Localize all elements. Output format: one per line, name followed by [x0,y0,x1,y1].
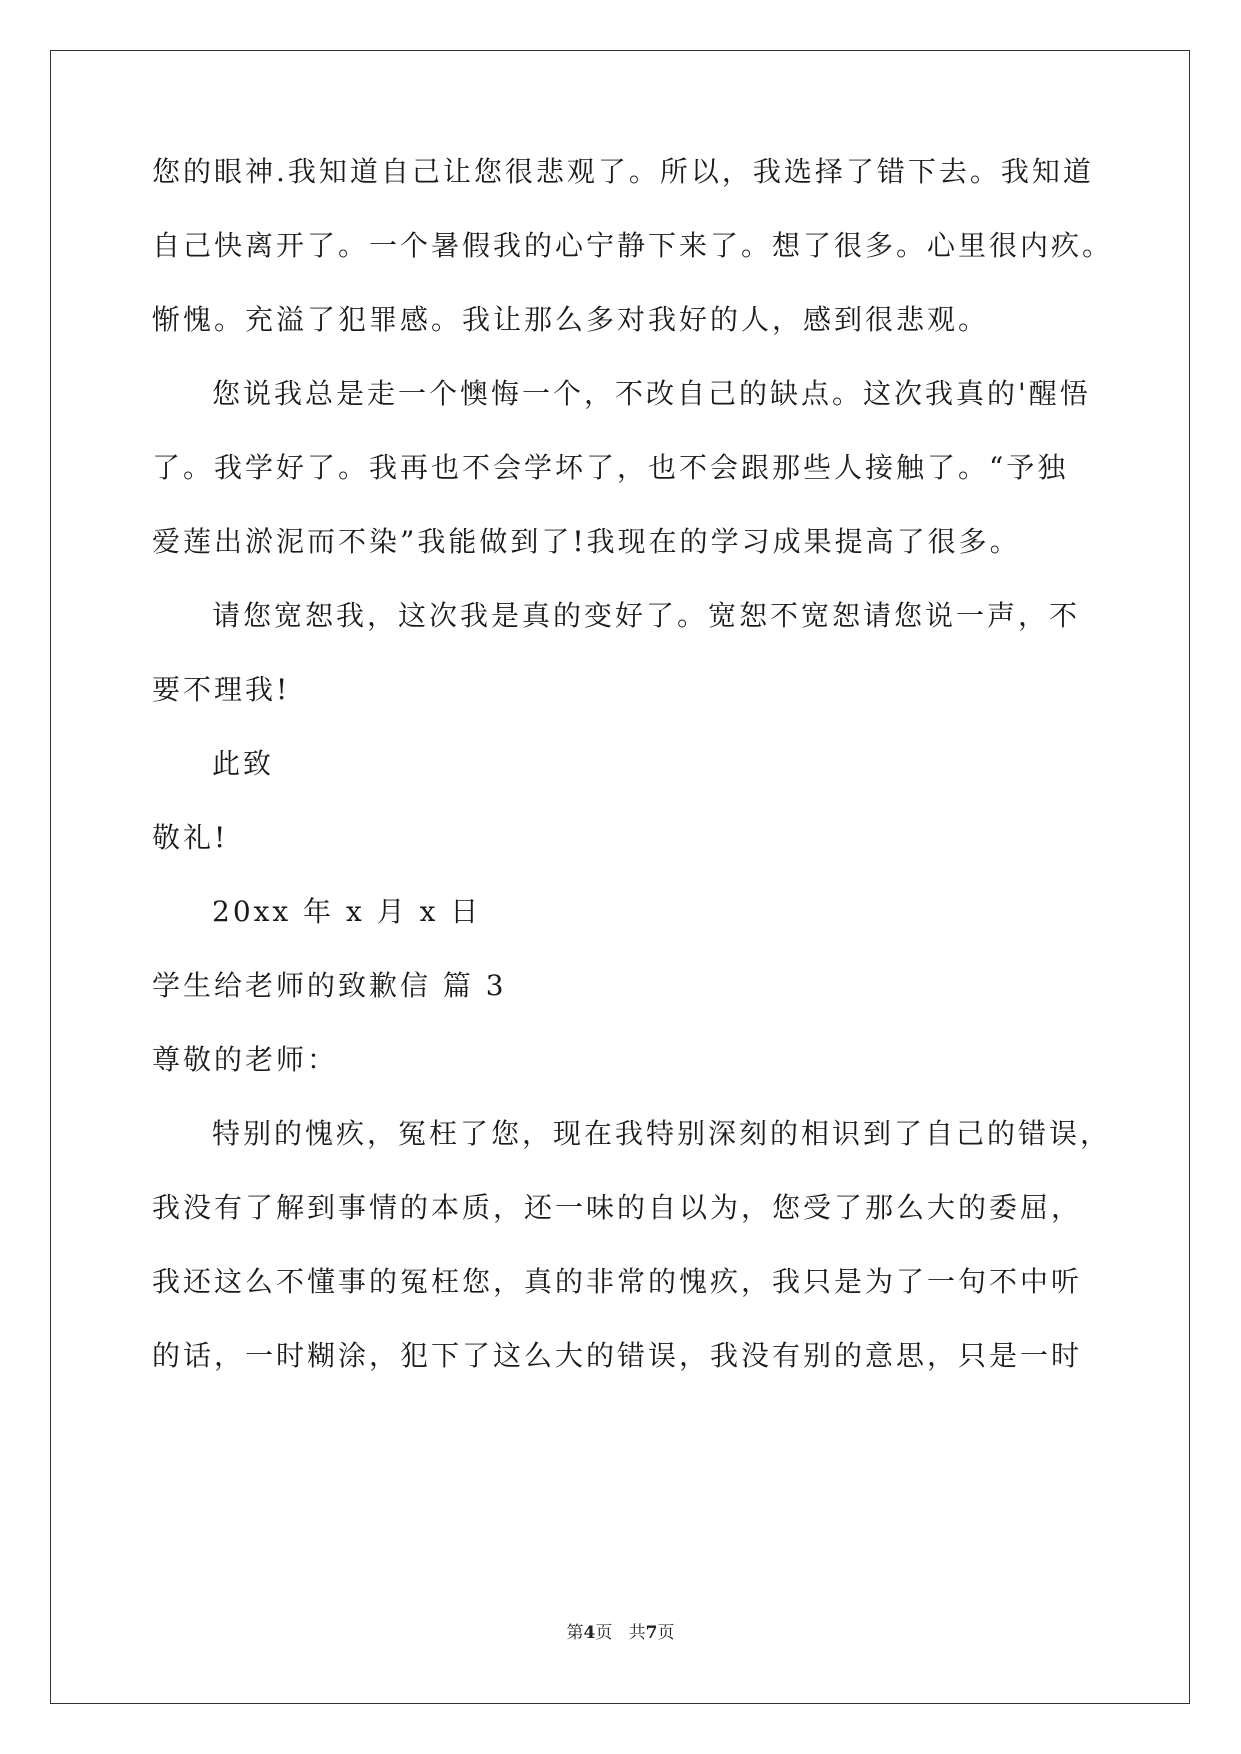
text-line: 了。我学好了。我再也不会学坏了，也不会跟那些人接触了。“予独 [152,451,1069,484]
page-border [50,50,1190,1704]
text-line: 爱莲出淤泥而不染”我能做到了!我现在的学习成果提高了很多。 [152,525,1021,558]
letter-date: 20xx 年 x 月 x 日 [212,895,482,928]
text-line: 您说我总是走一个懊悔一个，不改自己的缺点。这次我真的'醒悟 [212,377,1091,410]
page-footer [0,1618,1241,1643]
footer-prefix: 第 [566,1623,584,1643]
closing-salutation: 此致 [212,747,275,780]
text-line: 请您宽恕我，这次我是真的变好了。宽恕不宽恕请您说一声，不 [212,599,1081,632]
text-line: 您的眼神.我知道自己让您很悲观了。所以，我选择了错下去。我知道 [152,155,1094,188]
footer-suffix: 页 [657,1623,675,1643]
text-line: 要不理我! [152,673,291,706]
text-line: 我还这么不懂事的冤枉您，真的非常的愧疚，我只是为了一句不中听 [152,1265,1083,1298]
text-line: 惭愧。充溢了犯罪感。我让那么多对我好的人，感到很悲观。 [152,303,990,336]
text-line: 特别的愧疚，冤枉了您，现在我特别深刻的相识到了自己的错误， [212,1117,1112,1150]
closing-regards: 敬礼! [152,821,229,854]
text-line: 我没有了解到事情的本质，还一味的自以为，您受了那么大的委屈， [152,1191,1083,1224]
total-page-number: 7 [645,1623,658,1643]
section-heading: 学生给老师的致歉信 篇 3 [152,969,507,1002]
current-page-number: 4 [583,1623,596,1643]
letter-greeting: 尊敬的老师： [152,1043,339,1076]
text-line: 的话，一时糊涂，犯下了这么大的错误，我没有别的意思，只是一时 [152,1339,1083,1372]
text-line: 自己快离开了。一个暑假我的心宁静下来了。想了很多。心里很内疚。 [152,229,1114,262]
footer-middle: 页 共 [595,1623,646,1643]
